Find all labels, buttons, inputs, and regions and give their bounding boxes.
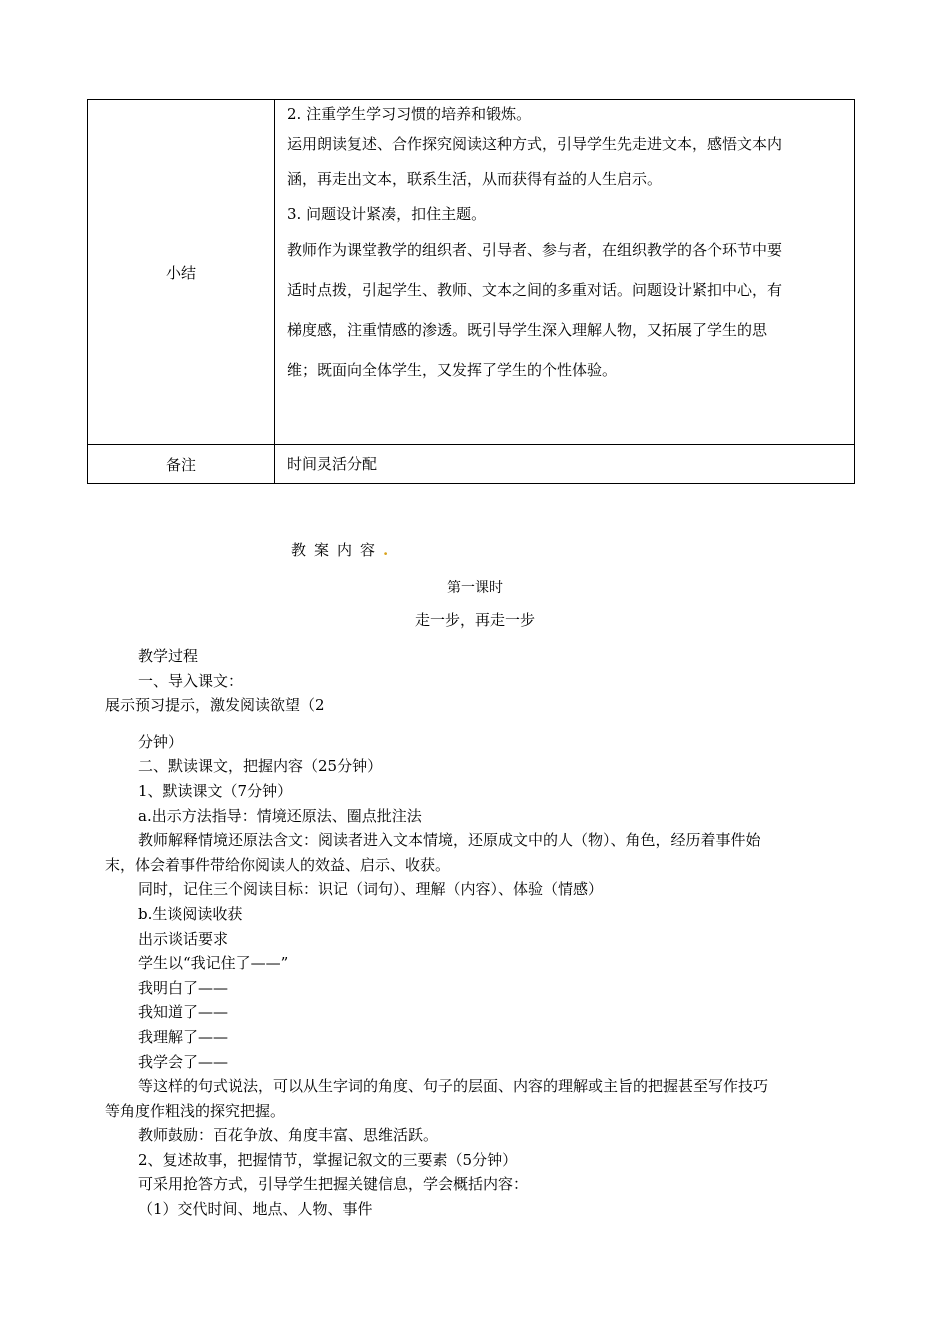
- summary-table: [87, 99, 855, 484]
- note-label: 备注: [88, 445, 275, 484]
- body-line: 可采用抢答方式，引导学生把握关键信息，学会概括内容：: [138, 1175, 529, 1194]
- summary-content: [275, 100, 855, 445]
- summary-line: 梯度感，注重情感的渗透。既引导学生深入理解人物，又拓展了学生的思: [287, 321, 768, 339]
- body-line: 我明白了——: [138, 978, 229, 997]
- summary-line: 适时点拨，引起学生、教师、文本之间的多重对话。问题设计紧扣中心，有: [287, 281, 783, 299]
- summary-line: 3. 问题设计紧凑，扣住主题。: [287, 205, 487, 223]
- body-line: 分钟）: [138, 732, 184, 751]
- body-line: a.出示方法指导：情境还原法、圈点批注法: [138, 806, 422, 825]
- body-line: 教师鼓励：百花争放、角度丰富、思维活跃。: [138, 1126, 439, 1145]
- note-value: 时间灵活分配: [275, 445, 855, 484]
- note-row: [88, 445, 855, 484]
- body-line: （1）交代时间、地点、人物、事件: [138, 1200, 373, 1219]
- body-line: 二、默读课文，把握内容（25分钟）: [138, 757, 383, 776]
- lesson-number: 第一课时: [447, 580, 503, 596]
- body-line: 我学会了——: [138, 1052, 229, 1071]
- body-line: 我理解了——: [138, 1027, 229, 1046]
- summary-line: 教师作为课堂教学的组织者、引导者、参与者，在组织教学的各个环节中要: [287, 241, 783, 259]
- edit-mark: .: [383, 541, 397, 559]
- lesson-plan-title: [291, 539, 396, 560]
- summary-label: 小结: [88, 100, 275, 445]
- summary-row: [88, 100, 855, 445]
- lesson-plan-title-text: 教案内容: [291, 541, 384, 559]
- body-line: 同时，记住三个阅读目标：识记（词句）、理解（内容）、体验（情感）: [138, 880, 604, 899]
- body-line: 2、复述故事，把握情节，掌握记叙文的三要素（5分钟）: [138, 1150, 518, 1169]
- body-line: 等这样的句式说法，可以从生字词的角度、句子的层面、内容的理解或主旨的把握甚至写作技巧: [138, 1077, 769, 1096]
- body-line: 展示预习提示，激发阅读欲望（2: [105, 696, 325, 715]
- body-line: 1、默读课文（7分钟）: [138, 781, 293, 800]
- text-title: 走一步，再走一步: [414, 611, 535, 629]
- body-line: 教学过程: [138, 647, 199, 665]
- body-line: 等角度作粗浅的探究把握。: [105, 1101, 286, 1120]
- summary-line: 涵，再走出文本，联系生活，从而获得有益的人生启示。: [287, 170, 663, 188]
- body-line: 教师解释情境还原法含文：阅读者进入文本情境，还原成文中的人（物）、角色，经历着事件始: [138, 831, 761, 850]
- body-line: 一、导入课文：: [138, 671, 244, 690]
- body-line: b.生谈阅读收获: [138, 904, 243, 923]
- summary-line: 维；既面向全体学生，又发挥了学生的个性体验。: [287, 361, 618, 379]
- summary-line: 运用朗读复述、合作探究阅读这种方式，引导学生先走进文本，感悟文本内: [287, 135, 783, 153]
- body-line: 末，体会着事件带给你阅读人的效益、启示、收获。: [105, 855, 451, 874]
- body-line: 我知道了——: [138, 1003, 229, 1022]
- summary-line: 2. 注重学生学习习惯的培养和锻炼。: [287, 105, 532, 123]
- body-line: 学生以“我记住了——”: [138, 954, 289, 973]
- lesson-body: [105, 644, 850, 1222]
- body-line: 出示谈话要求: [138, 929, 229, 948]
